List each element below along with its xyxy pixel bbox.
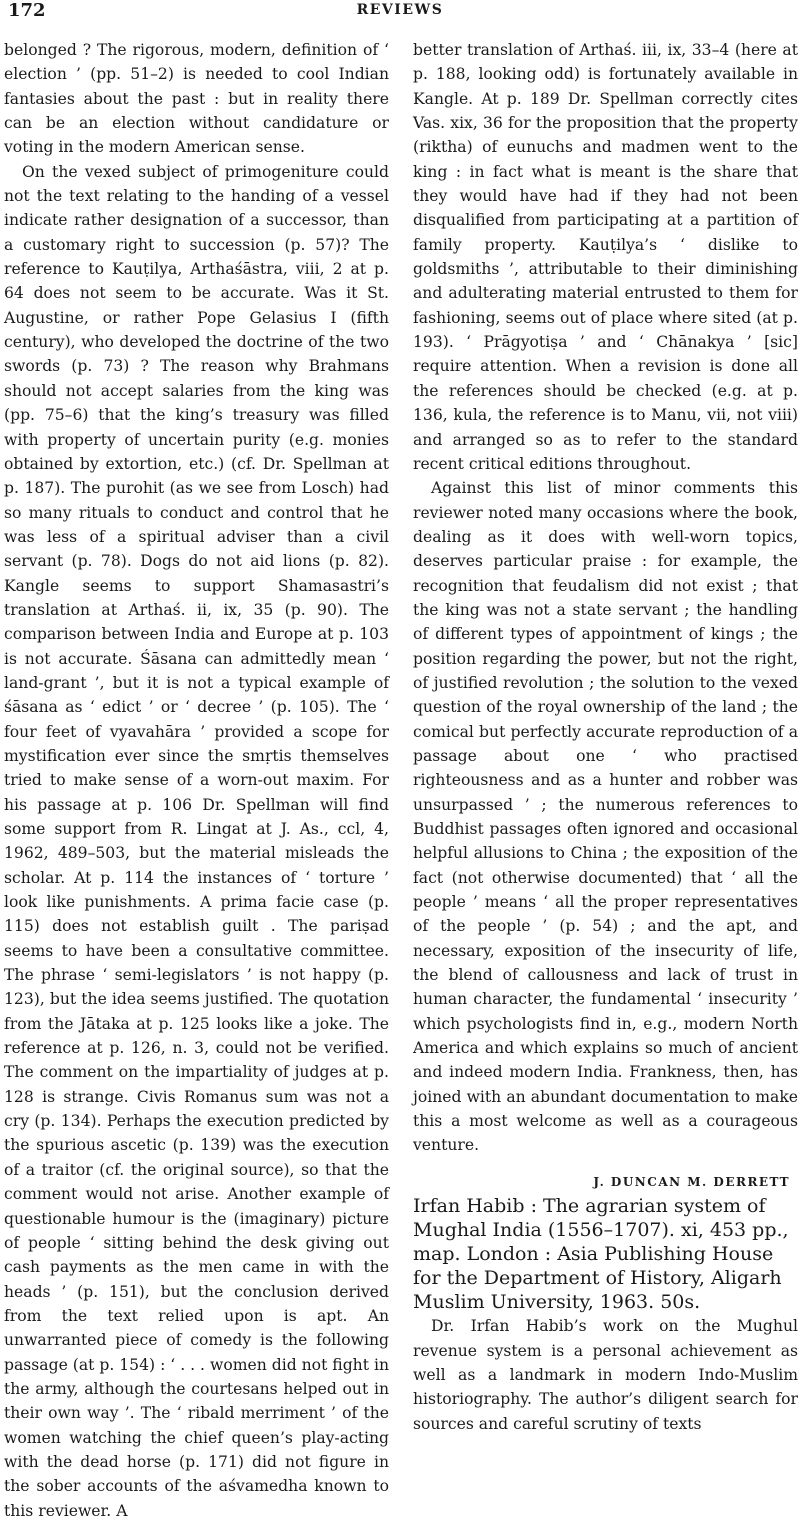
right-column	[413, 38, 798, 1436]
book-heading: Irfan Habib : The agrarian system of Mughal India (1556–1707). xi, 453 pp., map. London : Asia Publishing House for the Department of History, Aligarh Muslim University, 1963. 50s.	[413, 1195, 789, 1314]
left-paragraph-primogeniture: On the vexed subject of primogeniture could not the text relating to the handing of a vessel indicate rather designation of a successor, than a customary right to succession (p. 57)? The reference to Kauṭilya, Arthaśāstra, viii, 2 at p. 64 does not seem to be accurate. Was it St. Augustine, or rather Pope Gelasius I (fifth century), who developed the doctrine of the two swords (p. 73) ? The reason why Brahmans should not accept salaries from the king was (pp. 75–6) that the king’s treasury was filled with property of uncertain purity (e.g. monies obtained by extortion, etc.) (cf. Dr. Spellman at p. 187). The purohit (as we see from Losch) had so many rituals to conduct and control that he was less of a spiritual adviser than a civil servant (p. 78). Dogs do not aid lions (p. 82). Kangle seems to support Shamasastri’s translation at Arthaś. ii, ix, 35 (p. 90). The comparison between India and Europe at p. 103 is not accurate. Śāsana can admittedly mean ‘ land-grant ’, but it is not a typical example of śāsana as ‘ edict ’ or ‘ decree ’ (p. 105). The ‘ four feet of vyavahāra ’ provided a scope for mystification ever since the smṛtis themselves tried to make sense of a worn-out maxim. For his passage at p. 106 Dr. Spellman will find some support from R. Lingat at J. As., ccl, 4, 1962, 489–503, but the material misleads the scholar. At p. 114 the instances of ‘ torture ’ look like punishments. A prima facie case (p. 115) does not establish guilt . The pariṣad seems to have been a consultative committee. The phrase ‘ semi-legislators ’ is not happy (p. 123), but the idea seems justified. The quotation from the Jātaka at p. 125 looks like a joke. The reference at p. 126, n. 3, could not be verified. The comment on the impartiality of judges at p. 128 is strange. Civis Romanus sum was not a cry (p. 134). Perhaps the execution predicted by the spurious ascetic (p. 139) was the execution of a traitor (cf. the original source), so that the comment would not arise. Another example of questionable humour is the (imaginary) picture of people ‘ sitting behind the desk giving out cash payments as the men came in with the heads ’ (p. 151), but the conclusion derived from the text relied upon is apt. An unwarranted piece of comedy is the following passage (at p. 154) : ‘ . . . women did not fight in the army, although the courtesans helped out in their own way ’. The ‘ ribald merriment ’ of the women watching the chief queen’s play-acting with the dead horse (p. 171) did not figure in the sober accounts of the aśvamedha known to this reviewer. A	[4, 162, 389, 1520]
right-paragraph-praise: Against this list of minor comments this reviewer noted many occasions where the book, dealing as it does with well-worn topics, deserves particular praise : for example, the recognition that feudalism did not exist ; that the king was not a state servant ; the handling of different types of appointment of kings ; the position regarding the power, but not the right, of justified revolution ; the solution to the vexed question of the royal ownership of the land ; the comical but perfectly accurate reproduction of a passage about one ‘ who practised righteousness and as a hunter and robber was unsurpassed ’ ; the numerous references to Buddhist passages often ignored and occasional helpful allusions to China ; the exposition of the fact (not otherwise documented) that ‘ all the people ’ means ‘ all the proper representatives of the people ’ (p. 54) ; and the apt, and necessary, exposition of the insecurity of life, the blend of callousness and lack of trust in human character, the fundamental ‘ insecurity ’ which psychologists find in, e.g., modern North America and which explains so much of ancient and indeed modern India. Frankness, then, has joined with an abundant documentation to make this a most welcome as well as a courageous venture.	[413, 479, 798, 1155]
review-intro-paragraph: Dr. Irfan Habib’s work on the Mughul revenue system is a personal achievement as well as a landmark in modern Indo-Muslim historiography. The author’s diligent search for sources and careful scrutiny of texts	[413, 1317, 798, 1433]
page-header	[0, 0, 800, 30]
left-paragraph-continued: belonged ? The rigorous, modern, definition of ‘ election ’ (pp. 51–2) is needed to cool Indian fantasies about the past : but in reality there can be an election without candidature or voting in the modern American sense.	[4, 41, 389, 157]
page-number: 172	[8, 0, 46, 21]
left-column	[4, 38, 389, 1523]
right-paragraph-translation: better translation of Arthaś. iii, ix, 33–4 (here at p. 188, looking odd) is fortunately available in Kangle. At p. 189 Dr. Spellman correctly cites Vas. xix, 36 for the proposition that the property (riktha) of eunuchs and madmen went to the king : in fact what is meant is the share that they would have had if they had not been disqualified from participating at a partition of family property. Kauṭilya’s ‘ dislike to goldsmiths ’, attributable to their diminishing and adulterating material entrusted to them for fashioning, seems out of place where sited (at p. 193). ‘ Prāgyotiṣa ’ and ‘ Chānakya ’ [sic] require attention. When a revision is done all the references should be checked (e.g. at p. 136, kula, the reference is to Manu, vii, not viii) and arranged so as to refer to the standard recent critical editions throughout.	[413, 41, 798, 473]
reviewer-signature: J. DUNCAN M. DERRETT	[593, 1174, 790, 1189]
running-title: REVIEWS	[356, 2, 444, 18]
